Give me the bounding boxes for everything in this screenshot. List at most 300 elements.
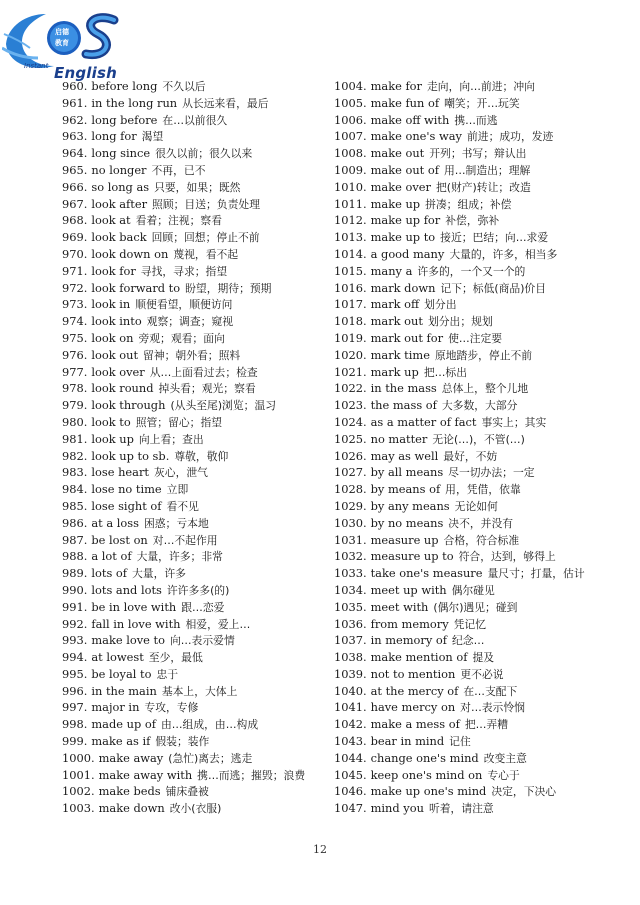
entry-number: 1042. <box>334 717 367 732</box>
entry-number: 977. <box>62 364 88 379</box>
entry-number: 1005. <box>334 95 367 110</box>
entry-phrase: look up to sb. <box>91 448 170 463</box>
entry-phrase: fall in love with <box>91 616 181 631</box>
entry-meaning: 改小(衣服) <box>169 802 222 816</box>
phrase-entry <box>62 280 324 297</box>
entry-number: 1003. <box>62 801 95 816</box>
entry-number: 1033. <box>334 566 367 581</box>
entry-number: 1019. <box>334 330 367 345</box>
entry-number: 1006. <box>334 112 367 127</box>
phrase-entry <box>62 767 324 784</box>
entry-number: 1039. <box>334 666 367 681</box>
entry-phrase: major in <box>91 700 140 715</box>
entry-number: 1038. <box>334 650 367 665</box>
entry-number: 1025. <box>334 431 367 446</box>
phrase-entry <box>62 599 324 616</box>
entry-number: 1012. <box>334 213 367 228</box>
phrase-entry <box>62 716 324 733</box>
entry-phrase: be loyal to <box>91 666 152 681</box>
phrase-entry <box>62 95 324 112</box>
phrase-entry <box>334 313 634 330</box>
entry-number: 1032. <box>334 549 367 564</box>
entry-phrase: make out of <box>370 162 439 177</box>
entry-phrase: look for <box>91 263 136 278</box>
entry-phrase: make for <box>370 79 422 93</box>
entry-phrase: look forward to <box>91 280 181 295</box>
entry-meaning: 困惑；亏本地 <box>143 516 209 530</box>
phrase-entry <box>62 632 324 649</box>
entry-meaning: 划分出 <box>424 298 457 312</box>
entry-phrase: a good many <box>370 246 445 261</box>
entry-number: 1027. <box>334 465 367 480</box>
phrase-entry <box>62 582 324 599</box>
entry-phrase: look to <box>91 414 131 429</box>
phrase-entry <box>62 78 324 95</box>
entry-meaning: 对…表示怜悯 <box>460 701 525 715</box>
entry-phrase: be lost on <box>91 532 148 547</box>
svg-text:Instant: Instant <box>24 62 49 70</box>
entry-number: 1020. <box>334 347 367 362</box>
phrase-entry <box>334 162 634 179</box>
entry-meaning: 留神；朝外看；照料 <box>143 348 241 362</box>
page-number: 12 <box>313 843 327 856</box>
entry-number: 999. <box>62 734 88 749</box>
svg-text:教育: 教育 <box>55 39 69 47</box>
entry-number: 996. <box>62 683 88 698</box>
entry-phrase: mark off <box>370 297 420 312</box>
phrase-entry <box>334 498 634 515</box>
entry-meaning: 补偿，弥补 <box>445 214 500 228</box>
phrase-entry <box>62 347 324 364</box>
phrase-entry <box>334 616 634 633</box>
entry-meaning: 携…而逃；摧毁；浪费 <box>197 768 306 782</box>
phrase-entry <box>334 582 634 599</box>
entry-meaning: 把…标出 <box>423 365 467 379</box>
entry-meaning: 由…组成，由…构成 <box>160 718 259 732</box>
entry-phrase: mind you <box>370 801 424 816</box>
entry-number: 994. <box>62 650 88 665</box>
phrase-entry <box>62 380 324 397</box>
entry-meaning: 专攻，专修 <box>144 701 199 715</box>
entry-meaning: 把(财产)转让；改造 <box>435 180 531 194</box>
phrase-entry <box>62 397 324 414</box>
entry-meaning: (偶尔)遇见；碰到 <box>433 600 518 614</box>
entry-number: 1017. <box>334 297 367 312</box>
entry-meaning: 很久以前；很久以来 <box>155 147 253 161</box>
entry-number: 1013. <box>334 230 367 245</box>
entry-number: 980. <box>62 414 88 429</box>
entry-number: 965. <box>62 162 88 177</box>
entry-meaning: 拼凑；组成；补偿 <box>425 197 512 211</box>
entry-meaning: 看着；注视；察看 <box>135 214 222 228</box>
entry-meaning: 回顾；回想；停止不前 <box>151 231 260 245</box>
phrase-entry <box>62 548 324 565</box>
entry-meaning: 忠于 <box>156 667 179 681</box>
phrase-entry <box>62 330 324 347</box>
entry-phrase: bear in mind <box>370 734 445 749</box>
phrase-entry <box>334 196 634 213</box>
phrase-entry <box>62 414 324 431</box>
entry-phrase: lose heart <box>91 465 149 480</box>
entry-number: 1015. <box>334 263 367 278</box>
phrase-entry <box>334 296 634 313</box>
entry-meaning: 听着，请注意 <box>428 802 494 816</box>
entry-meaning: 尽一切办法；一定 <box>448 466 535 480</box>
entry-meaning: 决定，下决心 <box>491 785 557 799</box>
entry-meaning: 渴望 <box>141 130 164 144</box>
entry-phrase: meet up with <box>370 582 447 597</box>
entry-meaning: 记下；标低(商品)价目 <box>440 281 547 295</box>
entry-number: 1022. <box>334 381 367 396</box>
entry-meaning: 事实上；其实 <box>481 415 547 429</box>
phrase-entry <box>62 649 324 666</box>
phrase-entry <box>334 800 634 817</box>
phrase-entry <box>62 296 324 313</box>
entry-phrase: in memory of <box>370 633 447 648</box>
phrase-entry <box>62 699 324 716</box>
phrase-entry <box>334 397 634 414</box>
entry-phrase: look in <box>91 297 131 312</box>
entry-phrase: change one's mind <box>370 750 479 765</box>
entry-meaning: 铺床叠被 <box>165 785 209 799</box>
entry-number: 979. <box>62 398 88 413</box>
entry-phrase: at a loss <box>91 515 139 530</box>
entry-meaning: 总体上，整个儿地 <box>441 382 529 396</box>
entry-number: 975. <box>62 330 88 345</box>
entry-number: 1040. <box>334 683 367 698</box>
entry-meaning: 旁观；观看；面向 <box>138 331 225 345</box>
entry-phrase: long for <box>91 129 137 144</box>
entry-number: 963. <box>62 129 88 144</box>
phrase-entry <box>62 515 324 532</box>
entry-meaning: 原地踏步，停止不前 <box>434 348 533 362</box>
entry-meaning: 向上看；查出 <box>138 432 204 446</box>
entry-meaning: 掉头看；观光；察看 <box>158 382 256 396</box>
phrase-entry <box>334 229 634 246</box>
entry-phrase: from memory <box>370 616 449 631</box>
phrase-entry <box>334 515 634 532</box>
entry-phrase: look out <box>91 347 139 362</box>
phrase-entry <box>62 196 324 213</box>
entry-phrase: long since <box>91 146 151 161</box>
phrase-entry <box>334 128 634 145</box>
phrase-entry <box>62 431 324 448</box>
entry-number: 964. <box>62 146 88 161</box>
entry-phrase: keep one's mind on <box>370 767 483 782</box>
entry-number: 1036. <box>334 616 367 631</box>
entry-phrase: look into <box>91 314 142 329</box>
phrase-entry <box>334 599 634 616</box>
entry-number: 1004. <box>334 79 367 93</box>
entry-phrase: lots and lots <box>91 582 162 597</box>
entry-phrase: make as if <box>91 734 151 749</box>
entry-meaning: 立即 <box>166 483 189 497</box>
entry-phrase: a lot of <box>91 549 132 564</box>
entry-number: 1028. <box>334 482 367 497</box>
entry-number: 981. <box>62 431 88 446</box>
phrase-entry <box>62 733 324 750</box>
entry-phrase: make out <box>370 146 425 161</box>
entry-phrase: take one's measure <box>370 566 483 581</box>
entry-phrase: lose no time <box>91 482 162 497</box>
entry-meaning: 向…表示爱情 <box>169 634 235 648</box>
entry-phrase: mark out <box>370 314 423 329</box>
phrase-entry <box>334 733 634 750</box>
entry-phrase: the mass of <box>370 398 437 413</box>
entry-phrase: by means of <box>370 482 441 497</box>
phrase-entry <box>334 783 634 800</box>
entry-phrase: look after <box>91 196 148 211</box>
entry-meaning: (从头至尾)浏览；温习 <box>170 399 277 413</box>
entry-number: 973. <box>62 297 88 312</box>
entry-number: 984. <box>62 482 88 497</box>
entry-meaning: 量尺寸；打量，估计 <box>487 567 585 581</box>
entry-number: 966. <box>62 179 88 194</box>
entry-number: 1043. <box>334 734 367 749</box>
entry-phrase: not to mention <box>370 666 456 681</box>
phrase-entry <box>62 616 324 633</box>
phrase-entry <box>62 112 324 129</box>
entry-phrase: in the main <box>91 683 157 698</box>
entry-number: 988. <box>62 549 88 564</box>
entry-meaning: 寻找，寻求；指望 <box>140 264 228 278</box>
entry-meaning: 改变主意 <box>483 751 527 765</box>
entry-meaning: 开列；书写；辩认出 <box>429 147 527 161</box>
entry-phrase: make up one's mind <box>370 784 487 799</box>
entry-number: 1002. <box>62 784 95 799</box>
entry-meaning: 更不必说 <box>460 667 504 681</box>
entry-meaning: (急忙)离去；逃走 <box>168 751 253 765</box>
entry-number: 991. <box>62 599 88 614</box>
entry-meaning: 相爱，爱上… <box>185 617 251 631</box>
logo <box>2 4 152 82</box>
phrase-entry <box>62 565 324 582</box>
entry-number: 1035. <box>334 599 367 614</box>
entry-phrase: look back <box>91 230 147 245</box>
entry-meaning: 许多的，一个又一个的 <box>417 264 526 278</box>
entry-number: 989. <box>62 566 88 581</box>
entry-phrase: so long as <box>91 179 150 194</box>
phrase-entry <box>334 481 634 498</box>
phrase-entry <box>62 246 324 263</box>
entry-phrase: at lowest <box>91 650 144 665</box>
phrase-entry <box>62 800 324 817</box>
entry-phrase: by any means <box>370 498 450 513</box>
phrase-entry <box>334 565 634 582</box>
entry-meaning: 提及 <box>472 651 495 665</box>
entry-phrase: made up of <box>91 717 156 732</box>
entry-meaning: 大量，许多；非常 <box>136 550 223 564</box>
entry-number: 1001. <box>62 767 95 782</box>
entry-phrase: make fun of <box>370 95 440 110</box>
entry-meaning: 尊敬，敬仰 <box>174 449 229 463</box>
entry-number: 1000. <box>62 750 95 765</box>
entry-meaning: 对…不起作用 <box>152 533 218 547</box>
entry-phrase: make away <box>98 750 164 765</box>
entry-phrase: make one's way <box>370 129 462 144</box>
entry-number: 978. <box>62 381 88 396</box>
entry-number: 1046. <box>334 784 367 799</box>
left-column <box>62 78 324 817</box>
entry-phrase: make up <box>370 196 421 211</box>
entry-phrase: make beds <box>98 784 161 799</box>
entry-phrase: no longer <box>91 162 147 177</box>
phrase-entry <box>334 414 634 431</box>
entry-phrase: look down on <box>91 246 169 261</box>
phrase-entry <box>62 783 324 800</box>
entry-meaning: 无论如何 <box>454 499 498 513</box>
phrase-entry <box>62 448 324 465</box>
phrase-entry <box>334 263 634 280</box>
entry-meaning: 偶尔碰见 <box>451 583 495 597</box>
entry-number: 998. <box>62 717 88 732</box>
svg-text:启德: 启德 <box>55 28 69 36</box>
entry-phrase: look round <box>91 381 154 396</box>
entry-phrase: make away with <box>98 767 193 782</box>
entry-meaning: 决不，并没有 <box>448 516 514 530</box>
entry-number: 1041. <box>334 700 367 715</box>
entry-number: 961. <box>62 95 88 110</box>
entry-number: 995. <box>62 666 88 681</box>
entry-phrase: measure up to <box>370 549 454 564</box>
entry-number: 983. <box>62 465 88 480</box>
entry-number: 970. <box>62 246 88 261</box>
entry-meaning: 灰心，泄气 <box>153 466 208 480</box>
phrase-entry <box>334 212 634 229</box>
entry-number: 976. <box>62 347 88 362</box>
entry-meaning: 看不见 <box>166 499 199 513</box>
entry-meaning: 至少，最低 <box>148 651 203 665</box>
phrase-entry <box>334 699 634 716</box>
entry-phrase: many a <box>370 263 413 278</box>
phrase-entry <box>334 649 634 666</box>
entry-meaning: 用…制造出；理解 <box>443 163 531 177</box>
phrase-entry <box>334 95 634 112</box>
entry-meaning: 大量，许多 <box>132 567 186 581</box>
phrase-entry <box>334 632 634 649</box>
entry-meaning: 使…注定要 <box>448 331 503 345</box>
entry-phrase: have mercy on <box>370 700 456 715</box>
entry-meaning: 接近；巴结；向…求爱 <box>440 231 549 245</box>
entry-number: 1014. <box>334 246 367 261</box>
entry-meaning: 蔑视，看不起 <box>173 247 239 261</box>
entry-phrase: no matter <box>370 431 428 446</box>
phrase-entry <box>62 145 324 162</box>
entry-phrase: meet with <box>370 599 429 614</box>
entry-meaning: 最好，不妨 <box>443 449 498 463</box>
phrase-entry <box>62 128 324 145</box>
entry-phrase: make down <box>98 801 165 816</box>
entry-meaning: 无论(…)，不管(…) <box>432 432 525 446</box>
phrase-entry <box>334 683 634 700</box>
entry-phrase: make over <box>370 179 431 194</box>
entry-number: 972. <box>62 280 88 295</box>
entry-phrase: by all means <box>370 465 444 480</box>
entry-number: 1008. <box>334 146 367 161</box>
phrase-entry <box>334 112 634 129</box>
entry-number: 974. <box>62 314 88 329</box>
entry-meaning: 用，凭借，依靠 <box>445 483 521 497</box>
entry-meaning: 在…以前很久 <box>162 113 228 127</box>
entry-meaning: 记住 <box>449 735 471 749</box>
entry-meaning: 照顾；目送；负责处理 <box>152 197 260 211</box>
entry-number: 962. <box>62 112 88 127</box>
phrase-entry <box>334 145 634 162</box>
phrase-entry <box>62 750 324 767</box>
phrase-entry <box>334 431 634 448</box>
entry-meaning: 划分出；规划 <box>427 315 493 329</box>
entry-number: 1018. <box>334 314 367 329</box>
entry-number: 968. <box>62 213 88 228</box>
entry-meaning: 专心于 <box>487 768 520 782</box>
right-column <box>334 78 634 817</box>
entry-meaning: 从…上面看过去；检查 <box>149 365 258 379</box>
entry-meaning: 盼望，期待；预期 <box>185 281 272 295</box>
entry-number: 1010. <box>334 179 367 194</box>
phrase-entry <box>62 162 324 179</box>
entry-meaning: 照管；留心；指望 <box>135 415 223 429</box>
entry-meaning: 把…弄糟 <box>464 718 508 732</box>
entry-phrase: by no means <box>370 515 444 530</box>
entry-number: 993. <box>62 633 88 648</box>
entry-number: 967. <box>62 196 88 211</box>
entry-number: 969. <box>62 230 88 245</box>
phrase-entry <box>62 532 324 549</box>
entry-meaning: 不再，已不 <box>151 163 206 177</box>
entry-meaning: 符合，达到，够得上 <box>458 550 556 564</box>
entry-meaning: 前进；成功，发迹 <box>466 130 554 144</box>
entry-number: 1031. <box>334 532 367 547</box>
phrase-entry <box>334 280 634 297</box>
entry-phrase: make a mess of <box>370 717 460 732</box>
entry-number: 997. <box>62 700 88 715</box>
entry-meaning: 假装；装作 <box>155 735 210 749</box>
entry-number: 1045. <box>334 767 367 782</box>
entry-number: 992. <box>62 616 88 631</box>
entry-meaning: 凭记忆 <box>453 617 487 631</box>
phrase-entry <box>62 212 324 229</box>
entry-phrase: look over <box>91 364 145 379</box>
entry-meaning: 大多数，大部分 <box>441 399 518 413</box>
phrase-entry <box>334 246 634 263</box>
phrase-entry <box>62 364 324 381</box>
entry-meaning: 在…支配下 <box>463 684 518 698</box>
entry-number: 960. <box>62 79 88 93</box>
phrase-entry <box>334 364 634 381</box>
entry-number: 1034. <box>334 582 367 597</box>
entry-number: 990. <box>62 582 88 597</box>
phrase-entry <box>334 78 634 95</box>
entry-number: 985. <box>62 498 88 513</box>
phrase-entry <box>62 481 324 498</box>
entry-phrase: mark up <box>370 364 419 379</box>
entry-meaning: 不久以后 <box>162 80 206 93</box>
entry-number: 1044. <box>334 750 367 765</box>
entry-phrase: make off with <box>370 112 450 127</box>
phrase-entry <box>62 229 324 246</box>
entry-phrase: long before <box>91 112 158 127</box>
entry-number: 1016. <box>334 280 367 295</box>
phrase-entry <box>334 464 634 481</box>
entry-meaning: 基本上，大体上 <box>161 684 238 698</box>
entry-phrase: make up for <box>370 213 441 228</box>
entry-meaning: 大量的，许多，相当多 <box>449 247 558 261</box>
phrase-entry <box>334 330 634 347</box>
phrase-entry <box>334 532 634 549</box>
entry-phrase: lose sight of <box>91 498 162 513</box>
entry-meaning: 携…而逃 <box>454 113 498 127</box>
entry-meaning: 合格，符合标准 <box>443 533 520 547</box>
